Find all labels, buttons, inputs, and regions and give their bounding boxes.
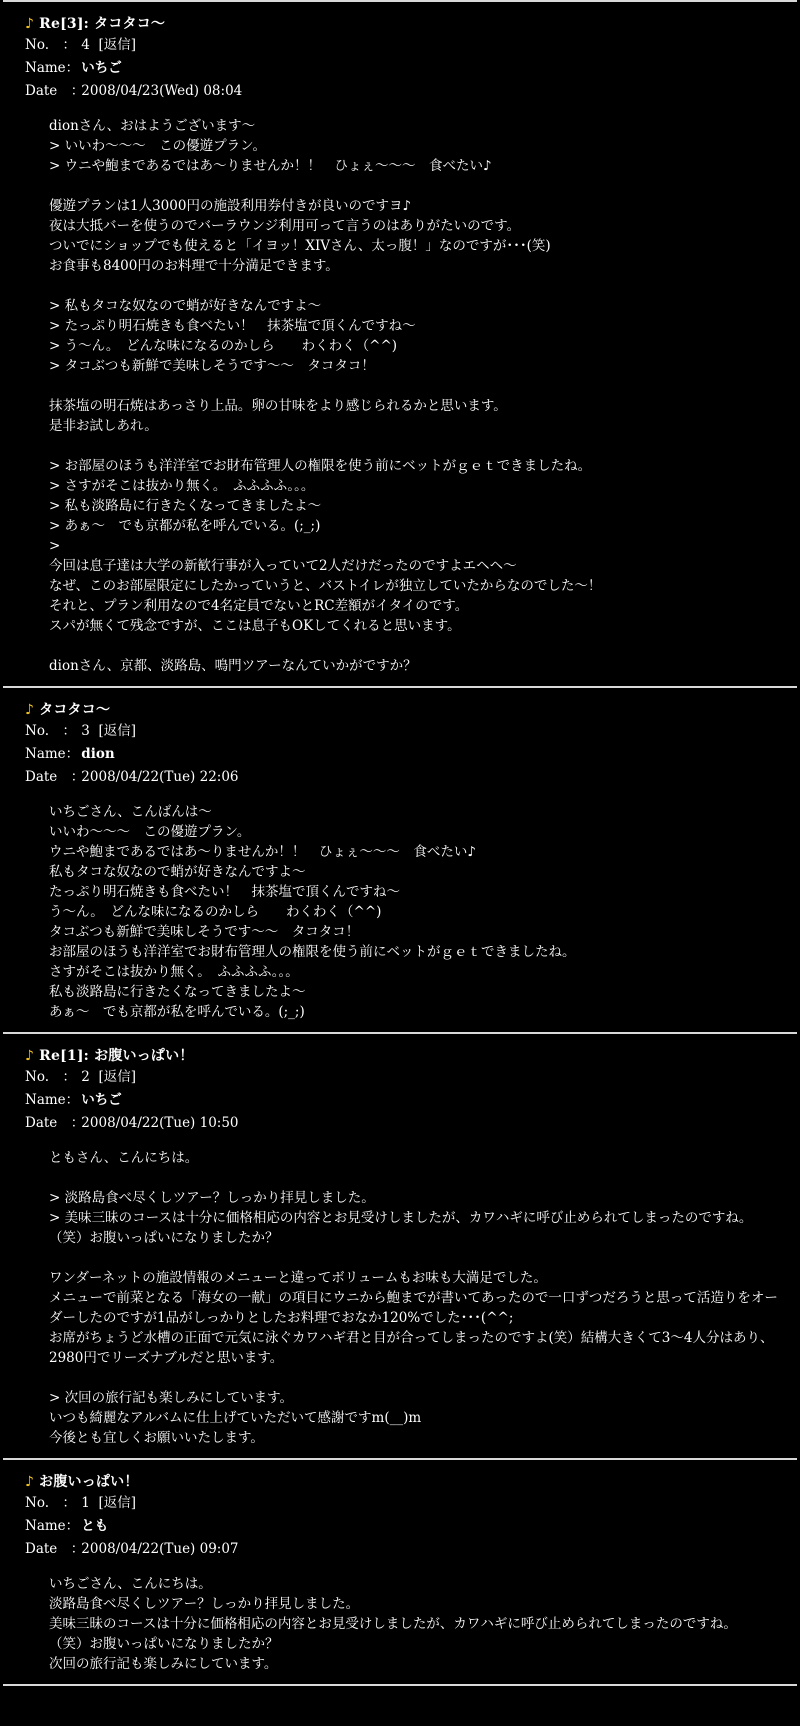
post-number-row <box>25 34 797 57</box>
music-note-icon: ♪ <box>25 702 35 718</box>
music-note-icon: ♪ <box>25 1474 35 1490</box>
post-name-label: Name： <box>25 1518 80 1534</box>
post-title <box>25 14 797 34</box>
post-body-line: う〜ん。 どんな味になるのかしら わくわく（^^) <box>49 904 382 920</box>
post-body-line: 抹茶塩の明石焼はあっさり上品。卵の甘味をより感じられるかと思います。 <box>49 398 507 414</box>
post-name-label: Name： <box>25 60 80 76</box>
reply-link[interactable]: [返信] <box>98 1495 137 1511</box>
reply-link[interactable]: [返信] <box>98 723 137 739</box>
post-date-label: Date ： <box>25 769 85 785</box>
post-body-line: > 私もタコな奴なので蛸が好きなんですよ〜 <box>49 298 322 314</box>
post-body <box>49 802 749 1022</box>
post <box>3 1034 797 1458</box>
post-body-line: メニューで前菜となる「海女の一献」の項目にウニから鮑までが書いてあったので一口ずつだろうと思って活造りをオー <box>49 1290 778 1306</box>
post-body-line: 是非お試しあれ。 <box>49 418 158 434</box>
post <box>3 2 797 686</box>
post-body-line: お部屋のほうも洋洋室でお財布管理人の権限を使う前にベットがｇｅｔできましたね。 <box>49 944 576 960</box>
post-date-row <box>25 1538 797 1561</box>
post-body-line: それと、プラン利用なので4名定員でないとRC差額がイタイのです。 <box>49 598 469 614</box>
post-body-line: スパが無くて残念ですが、ここは息子もOKしてくれると思います。 <box>49 618 461 634</box>
post-body-line: あぁ〜 でも京都が私を呼んでいる。(;_;) <box>49 1004 305 1020</box>
post-date-label: Date ： <box>25 1115 85 1131</box>
post-body-line <box>49 1168 749 1188</box>
post-number-row <box>25 1066 797 1089</box>
post-number-label: No. ： <box>25 1495 76 1511</box>
post-date: 2008/04/22(Tue) 22:06 <box>81 769 239 785</box>
post-number: 4 <box>81 37 90 53</box>
post-body-line: > 私も淡路島に行きたくなってきましたよ〜 <box>49 498 322 514</box>
reply-link[interactable]: [返信] <box>98 37 137 53</box>
post-body-line: いつも綺麗なアルバムに仕上げていただいて感謝ですm(__)m <box>49 1410 422 1426</box>
post-body-line: > さすがそこは抜かり無く。 ふふふふ。。。 <box>49 478 315 494</box>
post-body-line: 私もタコな奴なので蛸が好きなんですよ〜 <box>49 864 306 880</box>
post-body-line: お食事も8400円のお料理で十分満足できます。 <box>49 258 339 274</box>
post-body-line: 今後とも宜しくお願いいたします。 <box>49 1430 264 1446</box>
post-date-label: Date ： <box>25 83 85 99</box>
post-body-line: 美味三昧のコースは十分に価格相応の内容とお見受けしましたが、カワハギに呼び止められてしまったのですね。 <box>49 1616 737 1632</box>
post-name-row <box>25 1515 797 1538</box>
post-title-text: お腹いっぱい！ <box>39 1474 139 1490</box>
reply-link[interactable]: [返信] <box>98 1069 137 1085</box>
post <box>3 688 797 1032</box>
post-body-line: dionさん、おはようございます〜 <box>49 118 256 134</box>
post-date-row <box>25 1112 797 1135</box>
post-name-row <box>25 57 797 80</box>
post-body-line: いいわ〜〜〜 この優遊プラン。 <box>49 824 251 840</box>
post-body-line <box>49 636 749 656</box>
post-title <box>25 1046 797 1066</box>
post-number: 3 <box>81 723 90 739</box>
post-body-line: dionさん、京都、淡路島、鳴門ツアーなんていかがですか？ <box>49 658 417 674</box>
post <box>3 1460 797 1684</box>
post-title <box>25 700 797 720</box>
post-body-line: > ウニや鮑まであるではあ〜りませんか！！ ひょぇ〜〜〜 食べたい♪ <box>49 158 492 174</box>
post-name-row <box>25 743 797 766</box>
post-date: 2008/04/22(Tue) 10:50 <box>81 1115 239 1131</box>
post-body-line: > 淡路島食べ尽くしツアー？しっかり拝見しました。 <box>49 1190 375 1206</box>
post-author: dion <box>81 746 115 762</box>
post-divider <box>3 1684 797 1686</box>
post-author: いちご <box>81 1092 122 1108</box>
post-body-line: ともさん、こんにちは。 <box>49 1150 199 1166</box>
post-body-line: 今回は息子達は大学の新歓行事が入っていて2人だけだったのですよエヘヘ〜 <box>49 558 517 574</box>
post-body-line: > たっぷり明石焼きも食べたい！ 抹茶塩で頂くんですね〜 <box>49 318 416 334</box>
post-body-line: ワンダーネットの施設情報のメニューと違ってボリュームもお味も大満足でした。 <box>49 1270 547 1286</box>
post-number-row <box>25 1492 797 1515</box>
post-body-line: 2980円でリーズナブルだと思います。 <box>49 1350 284 1366</box>
post-title <box>25 1472 797 1492</box>
post-body <box>49 1148 778 1448</box>
post-body-line: （笑）お腹いっぱいになりましたか？ <box>49 1636 279 1652</box>
post-body-line: 夜は大抵バーを使うのでバーラウンジ利用可って言うのはありがたいのです。 <box>49 218 521 234</box>
post-date: 2008/04/23(Wed) 08:04 <box>81 83 243 99</box>
post-body <box>49 1574 749 1674</box>
post-body-line <box>49 376 749 396</box>
post-body-line: お席がちょうど水槽の正面で元気に泳ぐカワハギ君と目が合ってしまったのですよ(笑）結構大きくて3〜4人分はあり、 <box>49 1330 774 1346</box>
post-name-label: Name： <box>25 746 80 762</box>
post-body-line: > 次回の旅行記も楽しみにしています。 <box>49 1390 294 1406</box>
post-date-label: Date ： <box>25 1541 85 1557</box>
post-body-line: たっぷり明石焼きも食べたい！ 抹茶塩で頂くんですね〜 <box>49 884 400 900</box>
post-body-line: > いいわ〜〜〜 この優遊プラン。 <box>49 138 267 154</box>
post-body-line: （笑）お腹いっぱいになりましたか？ <box>49 1230 279 1246</box>
post-body-line <box>49 436 749 456</box>
post-date-row <box>25 80 797 103</box>
post-body <box>49 116 749 676</box>
post-name-row <box>25 1089 797 1112</box>
post-list <box>3 0 797 1686</box>
post-body-line <box>49 1248 749 1268</box>
post-body-line: タコぶつも新鮮で美味しそうです〜〜 タコタコ！ <box>49 924 360 940</box>
post-title-text: Re[3]: タコタコ〜 <box>39 16 166 32</box>
post-date-row <box>25 766 797 789</box>
post-body-line: 私も淡路島に行きたくなってきましたよ〜 <box>49 984 306 1000</box>
post-body-line: ダーしたのですが1品がしっかりとしたお料理でおなか120%でした･･･(^^; <box>49 1310 514 1326</box>
post-body-line: ウニや鮑まであるではあ〜りませんか！！ ひょぇ〜〜〜 食べたい♪ <box>49 844 476 860</box>
post-body-line <box>49 176 749 196</box>
post-number: 1 <box>81 1495 90 1511</box>
post-body-line: いちごさん、こんばんは〜 <box>49 804 212 820</box>
post-body-line: なぜ、このお部屋限定にしたかっていうと、バストイレが独立していたからなのでした〜！ <box>49 578 602 594</box>
post-number-label: No. ： <box>25 37 76 53</box>
post-author: いちご <box>81 60 122 76</box>
post-body-line: さすがそこは抜かり無く。 ふふふふ。。。 <box>49 964 299 980</box>
post-body-line: 淡路島食べ尽くしツアー？しっかり拝見しました。 <box>49 1596 360 1612</box>
post-body-line: > あぁ〜 でも京都が私を呼んでいる。(;_;) <box>49 518 321 534</box>
post-body-line: 優遊プランは1人3000円の施設利用券付きが良いのですヨ♪ <box>49 198 412 214</box>
post-body-line: > 美味三昧のコースは十分に価格相応の内容とお見受けしましたが、カワハギに呼び止められてしまったのですね。 <box>49 1210 753 1226</box>
post-date: 2008/04/22(Tue) 09:07 <box>81 1541 239 1557</box>
post-body-line: > <box>49 538 61 554</box>
post-author: とも <box>81 1518 109 1534</box>
post-body-line: ついでにショップでも使えると「イヨッ！XIVさん、太っ腹！」なのですが･･･(笑) <box>49 238 551 254</box>
post-body-line: いちごさん、こんにちは。 <box>49 1576 212 1592</box>
post-body-line: > う〜ん。 どんな味になるのかしら わくわく（^^) <box>49 338 398 354</box>
post-body-line <box>49 1368 749 1388</box>
post-title-text: タコタコ〜 <box>39 702 111 718</box>
post-title-text: Re[1]: お腹いっぱい！ <box>39 1048 194 1064</box>
music-note-icon: ♪ <box>25 16 35 32</box>
music-note-icon: ♪ <box>25 1048 35 1064</box>
post-body-line: > お部屋のほうも洋洋室でお財布管理人の権限を使う前にベットがｇｅｔできましたね。 <box>49 458 592 474</box>
post-number-label: No. ： <box>25 1069 76 1085</box>
post-body-line: 次回の旅行記も楽しみにしています。 <box>49 1656 278 1672</box>
post-body-line: > タコぶつも新鮮で美味しそうです〜〜 タコタコ！ <box>49 358 375 374</box>
post-number: 2 <box>81 1069 90 1085</box>
post-body-line <box>49 276 749 296</box>
post-number-label: No. ： <box>25 723 76 739</box>
post-name-label: Name： <box>25 1092 80 1108</box>
post-number-row <box>25 720 797 743</box>
